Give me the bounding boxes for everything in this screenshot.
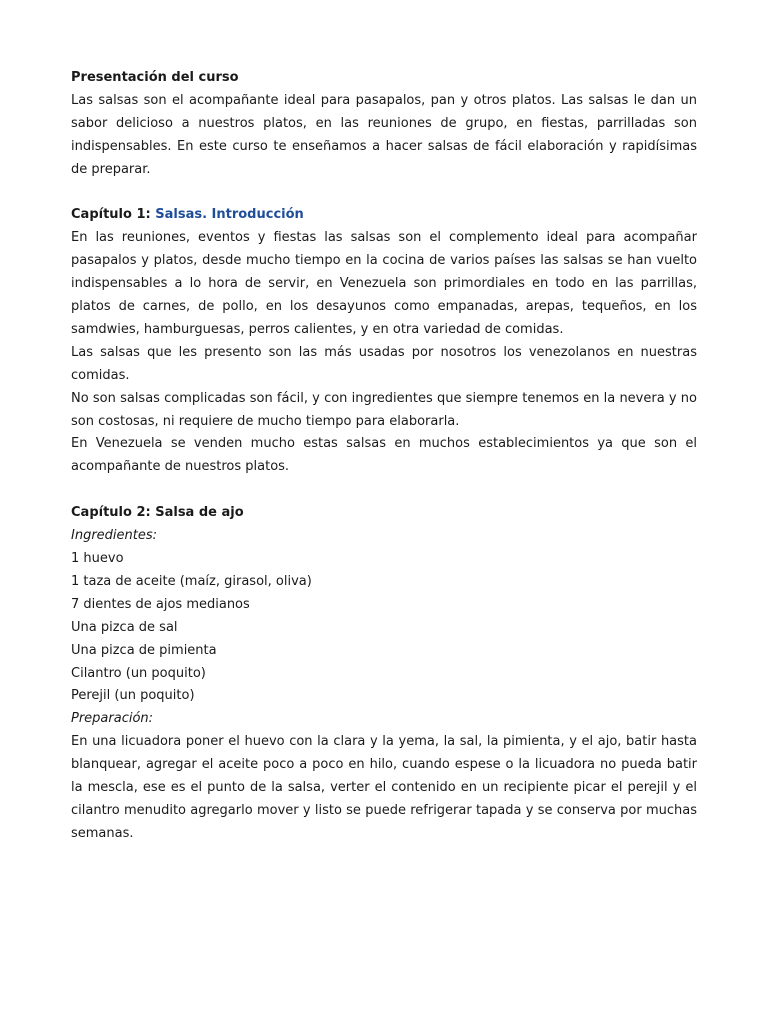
course-presentation-heading: Presentación del curso: [71, 70, 239, 85]
preparation-label: Preparación:: [71, 711, 154, 727]
chapter-1-heading: [71, 204, 697, 227]
chapter-1-paragraph-3: No son salsas complicadas son fácil, y con ingredientes que siempre tenemos en la nevera y no son costosas, ni requiere de mucho tiempo para elaborarla.: [71, 390, 697, 429]
preparation-paragraph: En una licuadora poner el huevo con la clara y la yema, la sal, la pimienta, y el ajo, batir hasta blanquear, agregar el aceite poco a poco en hilo, cuando espese o la licuadora no pueda batir la mescla, ese es el punto de la salsa, verter el contenido en un recipiente picar el perejil y el cilantro menudito agregarlo mover y listo se puede refrigerar tapada y se conserva por muchas semanas.: [71, 734, 697, 841]
chapter-1-paragraph-4: En Venezuela se venden mucho estas salsas en muchos establecimientos ya que son el acompañante de nuestros platos.: [71, 436, 697, 475]
ingredient-item: Una pizca de sal: [71, 619, 178, 635]
ingredient-item: 7 dientes de ajos medianos: [71, 596, 250, 612]
chapter-1-section: [71, 204, 697, 479]
ingredient-item: Cilantro (un poquito): [71, 665, 206, 681]
ingredient-item: 1 huevo: [71, 551, 124, 566]
chapter-1-paragraph-2: Las salsas que les presento son las más usadas por nosotros los venezolanos en nuestras comidas.: [71, 344, 697, 383]
ingredient-item: 1 taza de aceite (maíz, girasol, oliva): [71, 573, 312, 589]
chapter-2-heading: Capítulo 2: Salsa de ajo: [71, 505, 244, 521]
chapter-1-title-link[interactable]: Salsas. Introducción: [155, 207, 304, 223]
chapter-1-paragraph-1: En las reuniones, eventos y fiestas las salsas son el complemento ideal para acompañar pasapalos y platos, desde mucho tiempo en la cocina de varios países las salsas se han vuelto indispensables a lo hora de servir, en Venezuela son primordiales en todo en las parrillas, platos de carnes, de pollo, en los desayunos como empanadas, arepas, tequeños, en los samdwies, hamburguesas, perros calientes, y en otra variedad de comidas.: [71, 230, 697, 337]
chapter-1-prefix: Capítulo 1:: [71, 207, 156, 223]
ingredient-item: Perejil (un poquito): [71, 688, 195, 704]
course-presentation-section: [71, 67, 697, 182]
ingredients-label: Ingredientes:: [71, 528, 158, 544]
chapter-2-section: [71, 502, 697, 846]
ingredient-item: Una pizca de pimienta: [71, 642, 217, 658]
document-page: [71, 67, 697, 869]
course-presentation-paragraph: Las salsas son el acompañante ideal para pasapalos, pan y otros platos. Las salsas le dan un sabor delicioso a nuestros platos, en las reuniones de grupo, en fiestas, parrilladas son indispensables. En este curso te enseñamos a hacer salsas de fácil elaboración y rapidísimas de preparar.: [71, 92, 697, 177]
